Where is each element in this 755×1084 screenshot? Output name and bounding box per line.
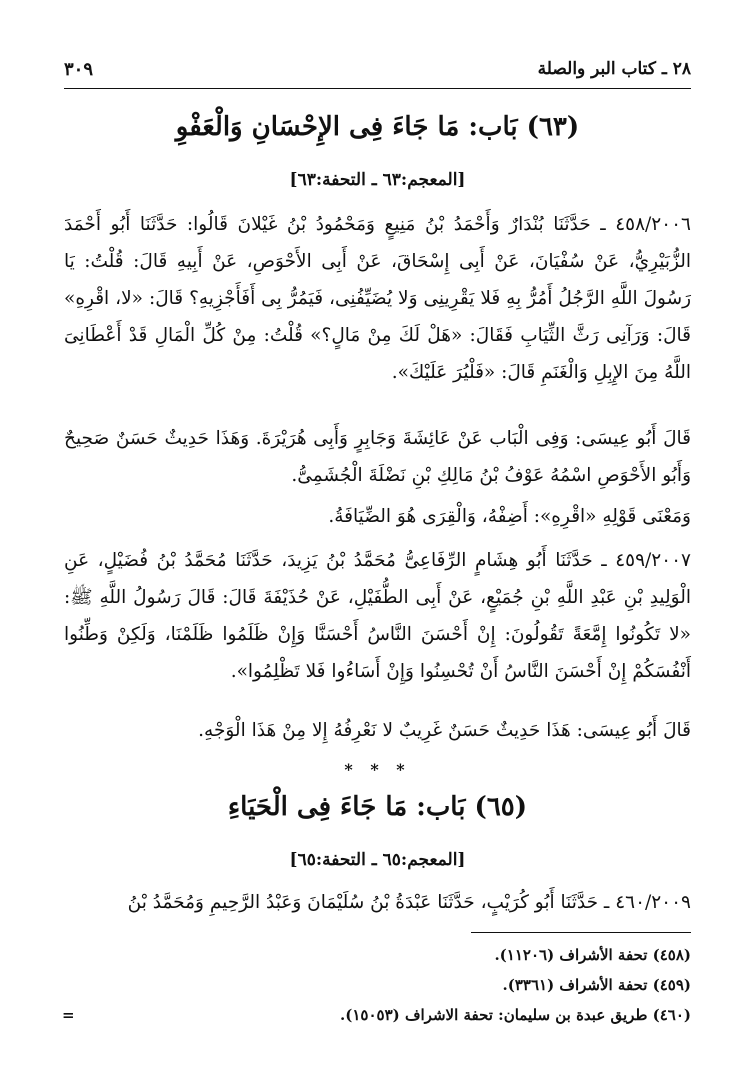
commentary-459: قَالَ أَبُو عِيسَى: هَذَا حَدِيثٌ حَسَنٌ غَرِيبٌ لا نَعْرِفُهُ إِلا مِنْ هَذَا الْوَجْهِ. [198, 720, 691, 741]
section-ref-63: [المعجم:٦٣ ـ التحفة:٦٣] [289, 170, 466, 190]
footnote-rule [471, 932, 691, 933]
running-header [64, 52, 691, 86]
header-rule [64, 88, 691, 89]
chapter-title: ٢٨ ـ كتاب البر والصلة [537, 59, 691, 79]
footnotes [64, 940, 691, 1030]
hadith-458: ٤٥٨/٢٠٠٦ ـ حَدَّثَنَا بُنْدَارٌ وَأَحْمَدُ بْنُ مَنِيعٍ وَمَحْمُودُ بْنُ غَيْلانَ قَالُوا: حَدَّثَنَا أَبُو أَحْمَدَ الزُّبَيْرِيُّ، عَنْ سُفْيَانَ، عَنْ أَبِى إِسْحَاقَ، عَنْ أَبِى الأَحْوَصِ، عَنْ أَبِيهِ قَالَ: قُلْتُ: يَا رَسُولَ اللَّهِ الرَّجُلُ أَمُرُّ بِهِ فَلا يَقْرِينِى وَلا يُضَيِّفُنِى، فَيَمُرُّ بِى أَفَأَجْزِيهِ؟ قَالَ: «لا، اقْرِهِ» قَالَ: وَرَآنِى رَثَّ الثِّيَابِ فَقَالَ: «هَلْ لَكَ مِنْ مَالٍ؟» قُلْتُ: مِنْ كُلِّ الْمَالِ قَدْ أَعْطَانِىَ اللَّهُ مِنَ الإِبِلِ وَالْغَنَمِ قَالَ: «فَلْيُرَ عَلَيْكَ». [64, 214, 691, 383]
footnote-458: (٤٥٨) تحفة الأشراف (١١٢٠٦). [494, 946, 691, 964]
section-separator: * * * [344, 760, 411, 779]
section-ref-65: [المعجم:٦٥ ـ التحفة:٦٥] [289, 850, 466, 870]
section-title-63: (٦٣) بَاب: مَا جَاءَ فِى الإِحْسَانِ وَالْعَفْوِ [175, 112, 580, 142]
page-number: ٣٠٩ [64, 58, 94, 80]
hadith-460: ٤٦٠/٢٠٠٩ ـ حَدَّثَنَا أَبُو كُرَيْبٍ، حَدَّثَنَا عَبْدَةُ بْنُ سُلَيْمَانَ وَعَبْدُ الرَّحِيمِ وَمُحَمَّدُ بْنُ [127, 892, 691, 913]
section-title-65: (٦٥) بَاب: مَا جَاءَ فِى الْحَيَاءِ [227, 792, 528, 822]
footnote-459: (٤٥٩) تحفة الأشراف (٣٣٦١). [502, 976, 691, 994]
continuation-mark: = [62, 1006, 75, 1024]
footnote-460: (٤٦٠) طريق عبدة بن سليمان: تحفة الاشراف (١٥٠٥٣). [340, 1006, 691, 1024]
commentary-458: قَالَ أَبُو عِيسَى: وَفِى الْبَاب عَنْ عَائِشَةَ وَجَابِرٍ وَأَبِى هُرَيْرَةَ. وَهَذَا حَدِيثٌ حَسَنٌ صَحِيحٌ وَأَبُو الأَحْوَصِ اسْمُهُ عَوْفُ بْنُ مَالِكِ بْنِ نَضْلَةَ الْجُشَمِىُّ. [64, 428, 691, 486]
note-meaning: وَمَعْنَى قَوْلِهِ «اقْرِهِ»: أَضِفْهُ، وَالْقِرَى هُوَ الضِّيَافَةُ. [328, 506, 691, 527]
hadith-459: ٤٥٩/٢٠٠٧ ـ حَدَّثَنَا أَبُو هِشَامٍ الرِّفَاعِىُّ مُحَمَّدُ بْنُ يَزِيدَ، حَدَّثَنَا مُحَمَّدُ بْنُ فُضَيْلٍ، عَنِ الْوَلِيدِ بْنِ عَبْدِ اللَّهِ بْنِ جُمَيْعٍ، عَنْ أَبِى الطُّفَيْلِ، عَنْ حُذَيْفَةَ قَالَ: قَالَ رَسُولُ اللَّهِ ﷺ: «لا تَكُونُوا إِمَّعَةً تَقُولُونَ: إِنْ أَحْسَنَ النَّاسُ أَحْسَنَّا وَإِنْ ظَلَمُوا ظَلَمْنَا، وَلَكِنْ وَطِّنُوا أَنْفُسَكُمْ إِنْ أَحْسَنَ النَّاسُ أَنْ تُحْسِنُوا وَإِنْ أَسَاءُوا فَلا تَظْلِمُوا». [64, 550, 691, 682]
